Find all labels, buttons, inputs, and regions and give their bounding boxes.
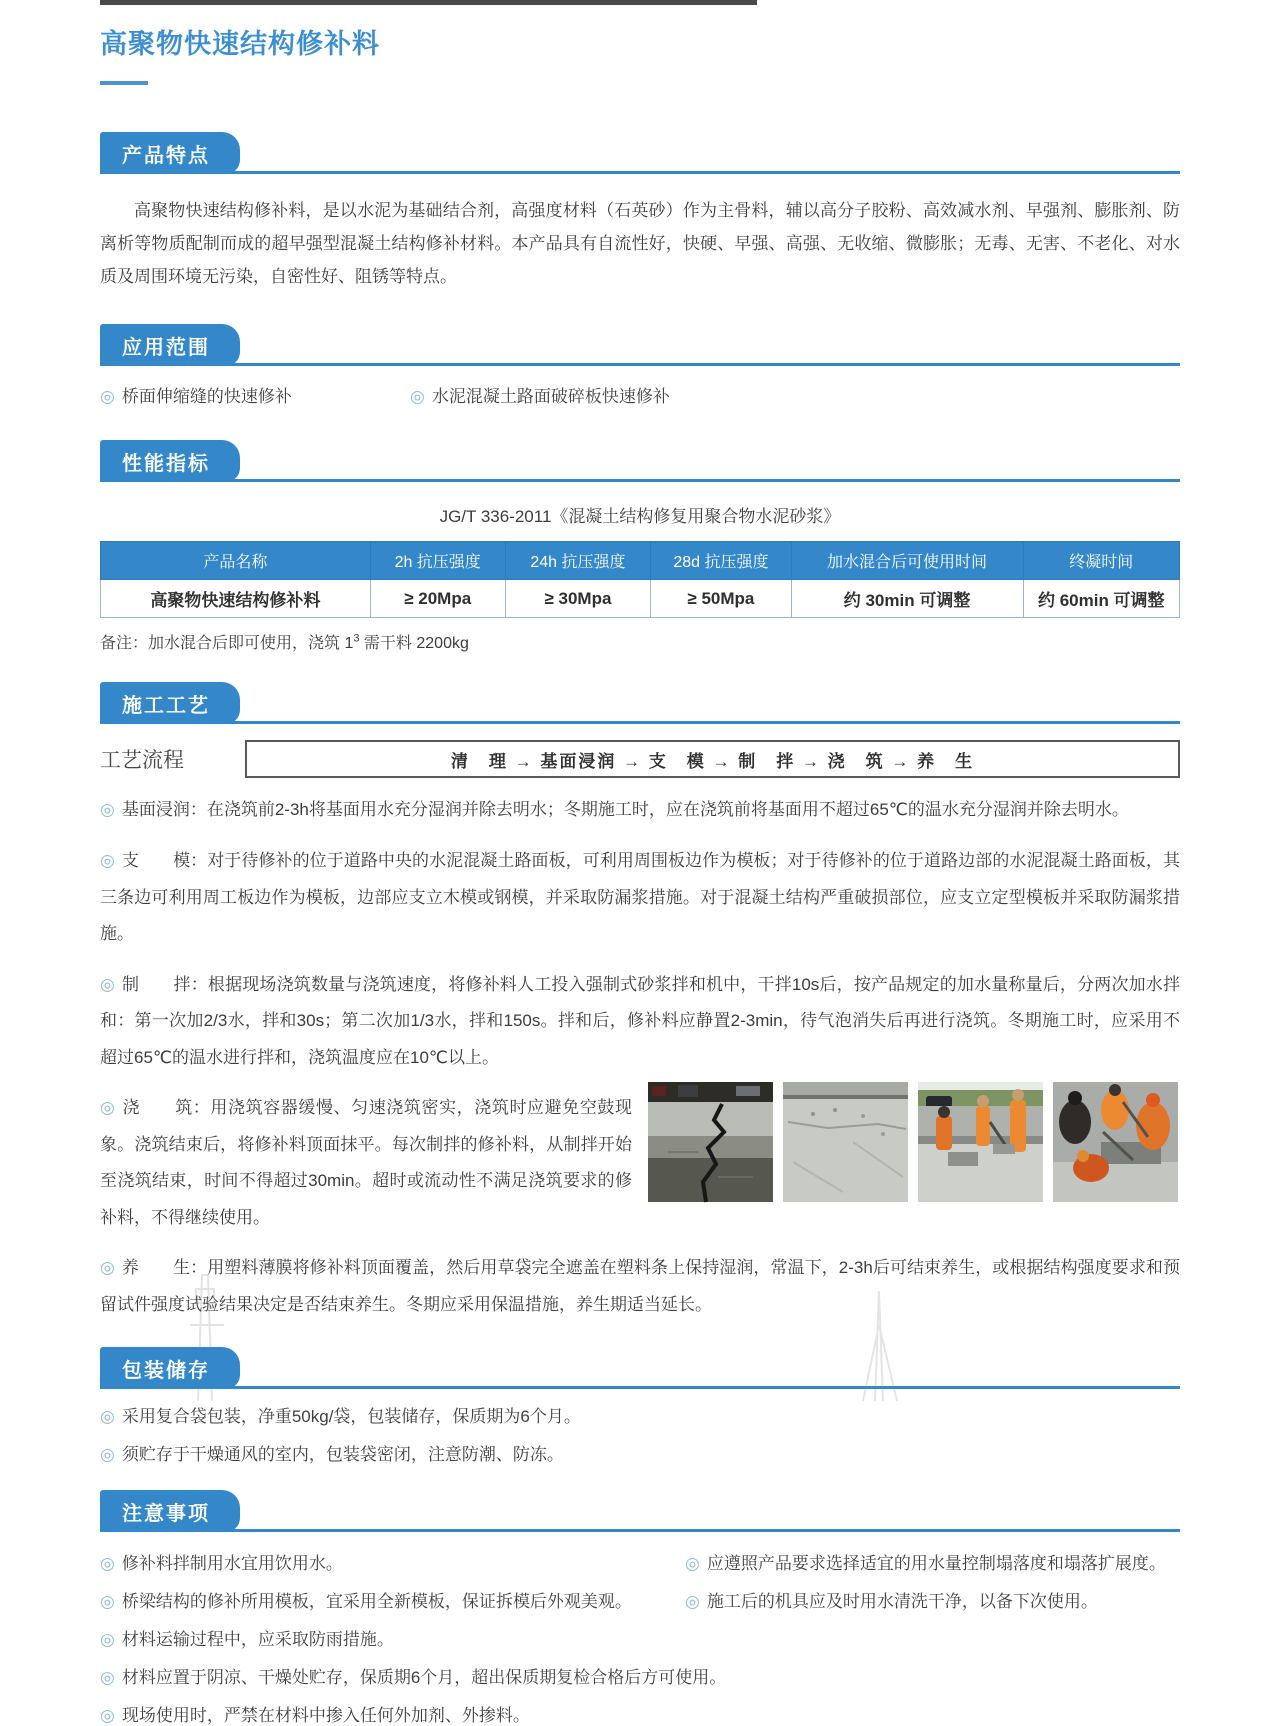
precaution-text: 修补料拌制用水宜用饮用水。 <box>121 1553 343 1573</box>
precautions-grid <box>100 1536 1180 1612</box>
ring-bullet-icon: ◎ <box>100 1406 115 1426</box>
ring-bullet-icon: ◎ <box>100 1098 116 1118</box>
precaution-item <box>100 1549 685 1574</box>
application-item <box>410 382 670 407</box>
flow-diagram-box: 清 理 → 基面浸润 → 支 模 → 制 拌 → 浇 筑 → 养 生 <box>245 740 1180 778</box>
section-rule <box>100 363 1180 366</box>
title-underline <box>100 81 148 85</box>
precaution-text: 现场使用时，严禁在材料中掺入任何外加剂、外掺料。 <box>121 1705 530 1725</box>
precaution-text: 材料运输过程中，应采取防雨措施。 <box>121 1629 394 1649</box>
table-cell: 约 60min 可调整 <box>1023 580 1179 618</box>
ring-bullet-icon: ◎ <box>100 1705 115 1725</box>
ring-bullet-icon: ◎ <box>100 850 115 870</box>
flow-label: 工艺流程 <box>100 749 184 773</box>
precaution-item <box>685 1549 1180 1574</box>
ring-bullet-icon: ◎ <box>410 387 425 407</box>
section-rule <box>100 721 1180 724</box>
application-items-row <box>100 382 1180 407</box>
precaution-text: 施工后的机具应及时用水清洗干净，以备下次使用。 <box>706 1591 1098 1611</box>
patching-work-photo <box>1053 1082 1178 1202</box>
col-header: 2h 抗压强度 <box>370 542 505 580</box>
process-step <box>100 967 1180 1077</box>
packaging-item <box>100 1440 1180 1465</box>
precaution-text: 应遵照产品要求选择适宜的用水量控制塌落度和塌落扩展度。 <box>706 1553 1166 1573</box>
table-row <box>101 580 1180 618</box>
ring-bullet-icon: ◎ <box>100 1258 115 1278</box>
precaution-item <box>100 1701 1180 1726</box>
remark-superscript: 3 <box>353 633 360 646</box>
process-step-text: 支 模：对于待修补的位于道路中央的水泥混凝土路面板，可利用周围板边作为模板；对于待修补的位于道路边部的水泥混凝土路面板，其三条边可利用周工板边作为模板，边部应支立木模或钢模，并采取防漏浆措施。对于混凝土结构严重破损部位，应支立定型模板并采取防漏浆措施。 <box>100 850 1180 944</box>
road-repair-crew-photo <box>918 1082 1043 1202</box>
ring-bullet-icon: ◎ <box>100 1667 115 1687</box>
ring-bullet-icon: ◎ <box>685 1553 700 1573</box>
col-header: 产品名称 <box>101 542 371 580</box>
section-tab-process: 施工工艺 <box>100 682 240 724</box>
process-step-text: 基面浸润：在浇筑前2-3h将基面用水充分湿润并除去明水；冬期施工时，应在浇筑前将基面用不超过65℃的温水充分湿润并除去明水。 <box>121 800 1129 820</box>
table-header-row <box>101 542 1180 580</box>
col-header: 28d 抗压强度 <box>651 542 791 580</box>
section-header-precautions <box>100 1493 1180 1532</box>
application-item-label: 桥面伸缩缝的快速修补 <box>121 387 292 407</box>
ring-bullet-icon: ◎ <box>100 1591 115 1611</box>
section-rule <box>100 171 1180 174</box>
ring-bullet-icon: ◎ <box>100 1553 115 1573</box>
section-tab-application: 应用范围 <box>100 324 240 366</box>
col-header: 24h 抗压强度 <box>505 542 651 580</box>
col-header: 加水混合后可使用时间 <box>791 542 1023 580</box>
section-tab-performance: 性能指标 <box>100 440 240 482</box>
section-rule <box>100 479 1180 482</box>
section-header-features <box>100 135 1180 174</box>
precaution-text: 桥梁结构的修补所用模板，宜采用全新模板，保证拆模后外观美观。 <box>121 1591 632 1611</box>
remark-text: 需干料 2200kg <box>359 635 469 653</box>
ring-bullet-icon: ◎ <box>100 1444 115 1464</box>
precaution-item <box>100 1587 685 1612</box>
standard-caption: JG/T 336-2011《混凝土结构修复用聚合物水泥砂浆》 <box>439 507 841 527</box>
process-step <box>100 792 1180 829</box>
performance-table <box>100 541 1180 618</box>
remark-text: 备注：加水混合后即可使用，浇筑 1 <box>100 635 354 653</box>
table-cell: ≥ 20Mpa <box>370 580 505 618</box>
section-tab-precautions: 注意事项 <box>100 1490 240 1532</box>
precaution-item <box>100 1663 1180 1688</box>
table-remark <box>100 630 1180 653</box>
section-header-performance <box>100 443 1180 482</box>
section-tab-features: 产品特点 <box>100 132 240 174</box>
process-flow-row <box>100 740 1180 778</box>
precaution-item <box>100 1625 1180 1650</box>
section-header-application <box>100 327 1180 366</box>
col-header: 终凝时间 <box>1023 542 1179 580</box>
section-header-process <box>100 685 1180 724</box>
process-steps <box>100 792 1180 1323</box>
section-tab-packaging: 包装储存 <box>100 1347 240 1389</box>
process-step-text: 浇 筑：用浇筑容器缓慢、匀速浇筑密实，浇筑时应避免空鼓现象。浇筑结束后，将修补料顶面抹平。每次制拌的修补料，从制拌开始至浇筑结束，时间不得超过30min。超时或流动性不满足浇筑要求的修补料，不得继续使用。 <box>100 1098 633 1227</box>
packaging-item-text: 采用复合袋包装，净重50kg/袋，包装储存，保质期为6个月。 <box>121 1406 581 1426</box>
process-step <box>100 1250 1180 1323</box>
table-cell: 约 30min 可调整 <box>791 580 1023 618</box>
table-cell: 高聚物快速结构修补料 <box>101 580 371 618</box>
pavement-crack-photo <box>648 1082 773 1202</box>
ring-bullet-icon: ◎ <box>100 1629 115 1649</box>
concrete-surface-photo <box>783 1082 908 1202</box>
section-header-packaging <box>100 1350 1180 1389</box>
ring-bullet-icon: ◎ <box>100 800 115 820</box>
ring-bullet-icon: ◎ <box>100 387 115 407</box>
packaging-item <box>100 1402 1180 1427</box>
page-title: 高聚物快速结构修补料 <box>100 29 380 59</box>
section-rule <box>100 1386 1180 1389</box>
section-rule <box>100 1529 1180 1532</box>
precaution-item <box>685 1587 1180 1612</box>
packaging-item-text: 须贮存于干燥通风的室内，包装袋密闭，注意防潮、防冻。 <box>121 1444 564 1464</box>
ring-bullet-icon: ◎ <box>685 1591 700 1611</box>
table-cell: ≥ 50Mpa <box>651 580 791 618</box>
table-cell: ≥ 30Mpa <box>505 580 651 618</box>
ring-bullet-icon: ◎ <box>100 974 116 994</box>
site-photo-strip <box>648 1082 1180 1202</box>
application-item-label: 水泥混凝土路面破碎板快速修补 <box>431 387 670 407</box>
process-step-text: 养 生：用塑料薄膜将修补料顶面覆盖，然后用草袋完全遮盖在塑料条上保持湿润，常温下，2-3h后可结束养生，或根据结构强度要求和预留试件强度试验结果决定是否结束养生。冬期应采用保温措施，养生期适当延长。 <box>100 1258 1180 1314</box>
process-step-text: 制 拌：根据现场浇筑数量与浇筑速度，将修补料人工投入强制式砂浆拌和机中，干拌10s后，按产品规定的加水量称量后，分两次加水拌和：第一次加2/3水，拌和30s；第二次加1/3水，拌和150s。拌和后，修补料应静置2-3min，待气泡消失后再进行浇筑。冬期施工时，应采用不超过65℃的温水进行拌和，浇筑温度应在10℃以上。 <box>100 974 1180 1067</box>
application-item <box>100 382 410 407</box>
process-step <box>100 843 1180 953</box>
precaution-text: 材料应置于阴凉、干燥处贮存，保质期6个月，超出保质期复检合格后方可使用。 <box>121 1667 727 1687</box>
features-paragraph: 高聚物快速结构修补料，是以水泥为基础结合剂，高强度材料（石英砂）作为主骨料，辅以高分子胶粉、高效减水剂、早强剂、膨胀剂、防离析等物质配制而成的超早强型混凝土结构修补材料。本产品具有自流性好，快硬、早强、高强、无收缩、微膨胀；无毒、无害、不老化、对水质及周围环境无污染，自密性好、阻锈等特点。 <box>100 201 1180 287</box>
